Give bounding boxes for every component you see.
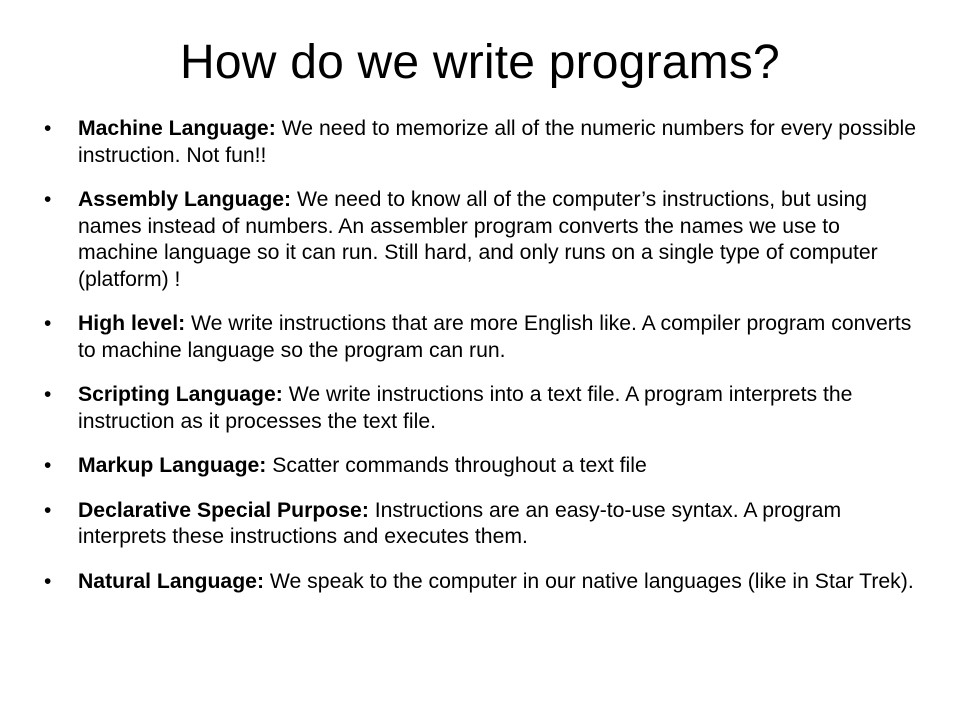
bullet-item-high-level	[42, 311, 922, 364]
bullet-item-scripting-language	[42, 382, 922, 435]
bullet-text: Scatter commands throughout a text file	[266, 454, 647, 477]
bullet-dot-icon: •	[44, 383, 52, 406]
bullet-dot-icon: •	[44, 498, 52, 522]
bullet-item-declarative-special-purpose	[42, 498, 922, 551]
bullet-item-markup-language	[42, 453, 922, 480]
bullet-dot-icon: •	[44, 117, 52, 140]
bullet-dot-icon: •	[44, 454, 52, 477]
bullet-text: We write instructions that are more English like. A compiler program converts to machine language so the program can run.	[78, 312, 912, 362]
slide-title: How do we write programs?	[180, 36, 780, 89]
bullet-item-natural-language	[42, 569, 922, 596]
bullet-text: We need to memorize all of the numeric numbers for every possible instruction. Not fun!!	[78, 117, 917, 167]
bullet-term: Declarative Special Purpose:	[78, 498, 369, 522]
bullet-dot-icon: •	[44, 188, 52, 211]
bullet-term: High level:	[78, 312, 186, 335]
bullet-text: We write instructions into a text file. A program interprets the instruction as it processes the text file.	[78, 383, 853, 433]
bullet-item-assembly-language	[42, 187, 922, 293]
bullet-list	[42, 116, 922, 613]
bullet-term: Natural Language:	[78, 569, 265, 593]
bullet-text: We need to know all of the computer’s instructions, but using names instead of numbers. An assembler program converts the names we use to machine language so it can run. Still hard, and only runs on a single type of computer (platform) !	[78, 188, 878, 291]
bullet-item-machine-language	[42, 116, 922, 169]
bullet-dot-icon: •	[44, 312, 52, 335]
bullet-term: Markup Language:	[78, 454, 267, 477]
bullet-term: Scripting Language:	[78, 383, 283, 406]
bullet-term: Machine Language:	[78, 117, 276, 140]
bullet-text: Instructions are an easy-to-use syntax. A program interprets these instructions and executes them.	[78, 498, 842, 548]
bullet-text: We speak to the computer in our native languages (like in Star Trek).	[264, 569, 914, 593]
bullet-dot-icon: •	[44, 569, 52, 593]
bullet-term: Assembly Language:	[78, 188, 292, 211]
